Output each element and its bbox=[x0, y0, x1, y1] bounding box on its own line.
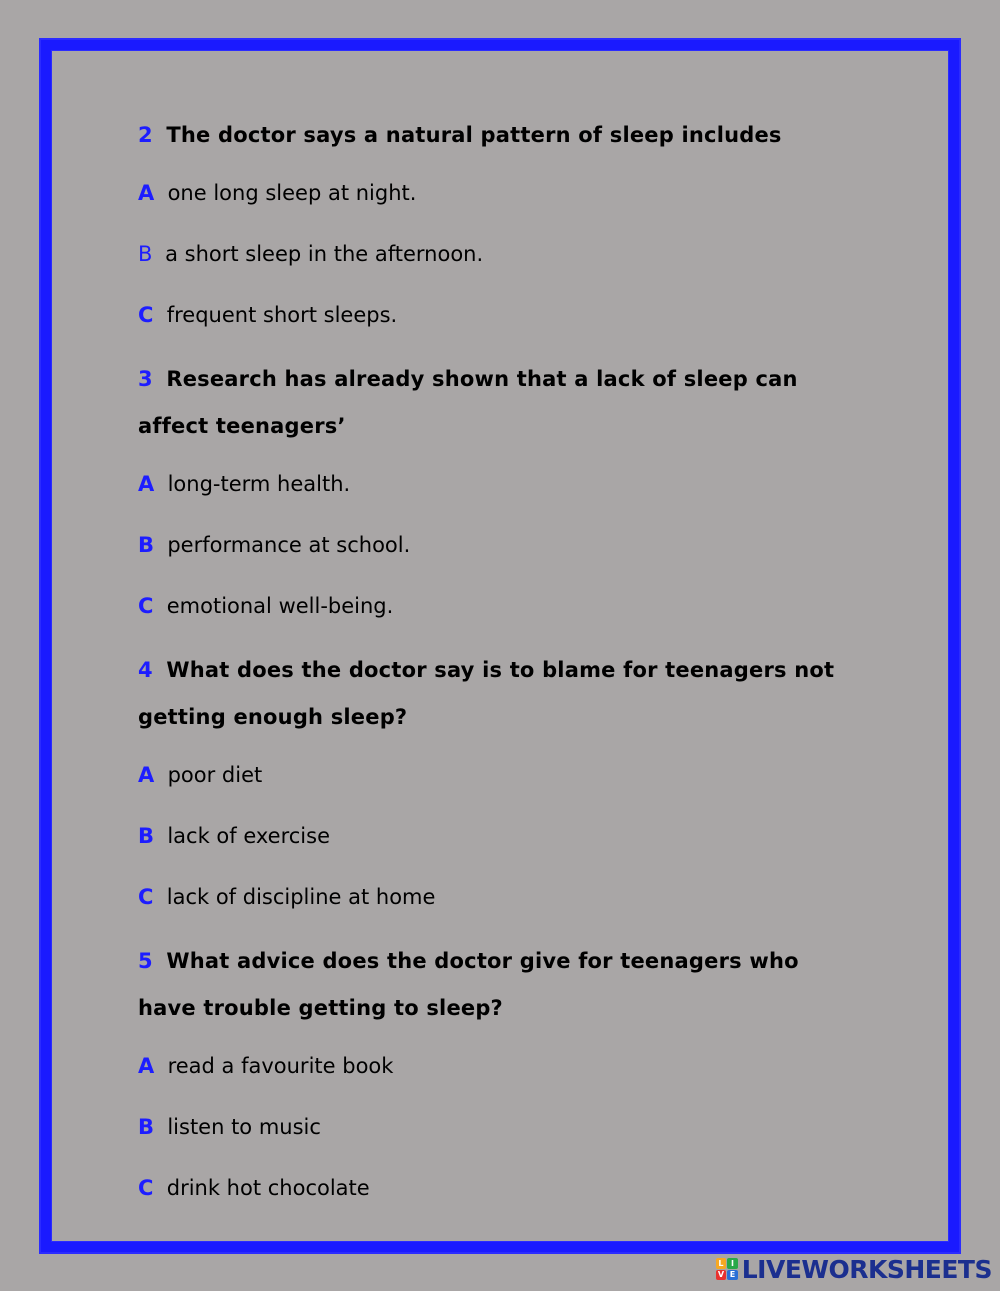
question-2 bbox=[138, 112, 858, 159]
option-4a[interactable] bbox=[138, 755, 858, 795]
option-letter: A bbox=[138, 181, 162, 205]
option-letter: C bbox=[138, 1176, 161, 1200]
option-5c[interactable] bbox=[138, 1168, 858, 1208]
question-4 bbox=[138, 647, 858, 741]
option-letter: A bbox=[138, 472, 162, 496]
option-letter: A bbox=[138, 1054, 162, 1078]
option-3a[interactable] bbox=[138, 464, 858, 504]
option-letter: C bbox=[138, 594, 161, 618]
logo-mark-l: L bbox=[716, 1258, 727, 1269]
option-3b[interactable] bbox=[138, 525, 858, 565]
option-letter: C bbox=[138, 885, 161, 909]
option-letter: B bbox=[138, 242, 160, 266]
logo-mark-e: E bbox=[727, 1270, 738, 1281]
option-text: performance at school. bbox=[167, 533, 411, 557]
logo-text: LIVEWORKSHEETS bbox=[741, 1254, 992, 1284]
option-text: frequent short sleeps. bbox=[166, 303, 398, 327]
option-text: long-term health. bbox=[167, 472, 351, 496]
option-letter: B bbox=[138, 533, 162, 557]
logo-mark-icon bbox=[716, 1258, 738, 1280]
logo-mark-v: V bbox=[716, 1270, 727, 1281]
option-letter: A bbox=[138, 763, 162, 787]
option-text: read a favourite book bbox=[167, 1054, 394, 1078]
question-number: 4 bbox=[138, 658, 161, 682]
option-text: a short sleep in the afternoon. bbox=[165, 242, 484, 266]
option-letter: B bbox=[138, 1115, 162, 1139]
question-text: Research has already shown that a lack of sleep can affect teenagers’ bbox=[138, 367, 798, 438]
option-4b[interactable] bbox=[138, 816, 858, 856]
option-5a[interactable] bbox=[138, 1046, 858, 1086]
option-text: drink hot chocolate bbox=[166, 1176, 370, 1200]
liveworksheets-logo[interactable] bbox=[716, 1254, 992, 1284]
option-text: poor diet bbox=[167, 763, 263, 787]
option-letter: B bbox=[138, 824, 162, 848]
question-3 bbox=[138, 356, 858, 450]
question-text: What advice does the doctor give for teenagers who have trouble getting to sleep? bbox=[138, 949, 799, 1020]
worksheet-content bbox=[138, 112, 858, 1229]
logo-mark-i: I bbox=[727, 1258, 738, 1269]
question-5 bbox=[138, 938, 858, 1032]
option-5b[interactable] bbox=[138, 1107, 858, 1147]
option-2b[interactable] bbox=[138, 234, 858, 274]
option-text: emotional well-being. bbox=[166, 594, 394, 618]
option-text: lack of exercise bbox=[167, 824, 330, 848]
question-text: The doctor says a natural pattern of sleep includes bbox=[166, 123, 782, 147]
option-2a[interactable] bbox=[138, 173, 858, 213]
question-number: 5 bbox=[138, 949, 161, 973]
option-text: one long sleep at night. bbox=[167, 181, 417, 205]
question-number: 2 bbox=[138, 123, 161, 147]
option-2c[interactable] bbox=[138, 295, 858, 335]
option-4c[interactable] bbox=[138, 877, 858, 917]
option-text: listen to music bbox=[167, 1115, 321, 1139]
question-text: What does the doctor say is to blame for teenagers not getting enough sleep? bbox=[138, 658, 835, 729]
option-3c[interactable] bbox=[138, 586, 858, 626]
option-letter: C bbox=[138, 303, 161, 327]
option-text: lack of discipline at home bbox=[166, 885, 436, 909]
question-number: 3 bbox=[138, 367, 161, 391]
